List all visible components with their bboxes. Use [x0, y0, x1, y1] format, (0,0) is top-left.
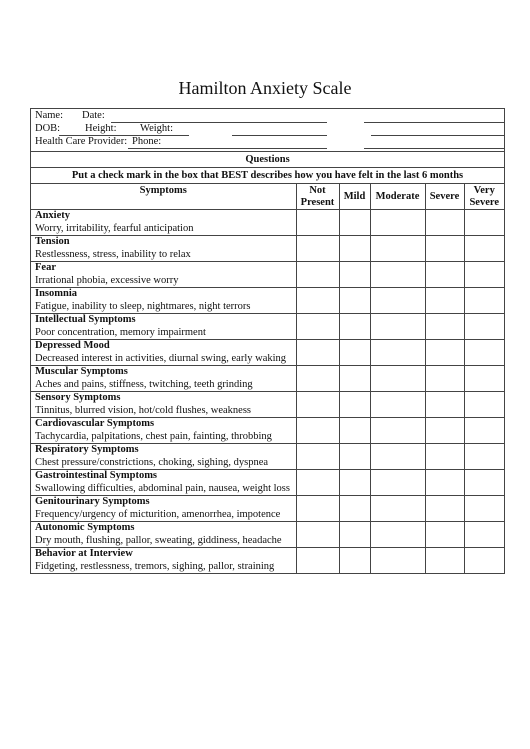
checkbox-mild[interactable]: [339, 418, 370, 444]
symptom-name: Sensory Symptoms: [35, 392, 121, 404]
symptom-cell: [31, 392, 296, 418]
symptom-description: Frequency/urgency of micturition, amenorrhea, impotence: [35, 508, 281, 520]
checkbox-moderate[interactable]: [370, 418, 425, 444]
checkbox-very-severe[interactable]: [464, 522, 504, 548]
patient-info-section: [31, 109, 504, 152]
table-row: [31, 210, 504, 236]
checkbox-mild[interactable]: [339, 314, 370, 340]
symptom-cell: [31, 496, 296, 522]
checkbox-not-present[interactable]: [296, 418, 339, 444]
checkbox-severe[interactable]: [425, 470, 464, 496]
checkbox-very-severe[interactable]: [464, 340, 504, 366]
checkbox-severe[interactable]: [425, 548, 464, 574]
checkbox-not-present[interactable]: [296, 236, 339, 262]
symptom-description: Irrational phobia, excessive worry: [35, 274, 179, 286]
column-header-mild: Mild: [339, 184, 370, 210]
checkbox-very-severe[interactable]: [464, 548, 504, 574]
checkbox-not-present[interactable]: [296, 262, 339, 288]
column-header-not-present: Not Present: [296, 184, 339, 210]
checkbox-very-severe[interactable]: [464, 366, 504, 392]
checkbox-very-severe[interactable]: [464, 288, 504, 314]
info-extra-field-1[interactable]: [364, 122, 504, 123]
checkbox-severe[interactable]: [425, 496, 464, 522]
symptom-cell: [31, 262, 296, 288]
table-row: [31, 522, 504, 548]
checkbox-severe[interactable]: [425, 288, 464, 314]
checkbox-severe[interactable]: [425, 444, 464, 470]
symptom-name: Muscular Symptoms: [35, 366, 128, 378]
symptom-name: Anxiety: [35, 210, 70, 222]
table-row: [31, 236, 504, 262]
questions-header: Questions: [31, 152, 504, 168]
table-row: [31, 496, 504, 522]
checkbox-mild[interactable]: [339, 340, 370, 366]
symptom-description: Chest pressure/constrictions, choking, sighing, dyspnea: [35, 456, 269, 468]
weight-label: Weight:: [140, 123, 173, 134]
table-row: [31, 418, 504, 444]
symptom-name: Gastrointestinal Symptoms: [35, 470, 158, 482]
symptom-description: Decreased interest in activities, diurnal swing, early waking: [35, 352, 287, 364]
checkbox-very-severe[interactable]: [464, 418, 504, 444]
symptom-name: Respiratory Symptoms: [35, 444, 139, 456]
column-header-symptoms: Symptoms: [31, 184, 296, 210]
symptom-cell: [31, 288, 296, 314]
symptom-description: Worry, irritability, fearful anticipation: [35, 222, 194, 234]
checkbox-mild[interactable]: [339, 210, 370, 236]
height-label: Height:: [85, 123, 117, 134]
checkbox-very-severe[interactable]: [464, 210, 504, 236]
symptom-cell: [31, 522, 296, 548]
checkbox-mild[interactable]: [339, 548, 370, 574]
checkbox-mild[interactable]: [339, 262, 370, 288]
checkbox-moderate[interactable]: [370, 366, 425, 392]
symptom-cell: [31, 444, 296, 470]
checkbox-mild[interactable]: [339, 522, 370, 548]
checkbox-severe[interactable]: [425, 366, 464, 392]
symptom-cell: [31, 210, 296, 236]
date-label: Date:: [82, 110, 105, 121]
checkbox-moderate[interactable]: [370, 548, 425, 574]
phone-label: Phone:: [132, 136, 162, 147]
symptom-description: Dry mouth, flushing, pallor, sweating, giddiness, headache: [35, 534, 282, 546]
symptom-cell: [31, 236, 296, 262]
checkbox-moderate[interactable]: [370, 522, 425, 548]
checkbox-mild[interactable]: [339, 366, 370, 392]
table-row: [31, 314, 504, 340]
assessment-form: [30, 108, 505, 574]
checkbox-moderate[interactable]: [370, 314, 425, 340]
symptom-cell: [31, 366, 296, 392]
name-label: Name:: [35, 110, 63, 121]
symptom-cell: [31, 470, 296, 496]
checkbox-not-present[interactable]: [296, 496, 339, 522]
checkbox-mild[interactable]: [339, 444, 370, 470]
symptom-description: Fatigue, inability to sleep, nightmares, night terrors: [35, 300, 251, 312]
symptom-name: Insomnia: [35, 288, 78, 300]
table-row: [31, 288, 504, 314]
symptom-description: Restlessness, stress, inability to relax: [35, 248, 191, 260]
checkbox-moderate[interactable]: [370, 210, 425, 236]
symptom-description: Fidgeting, restlessness, tremors, sighing, pallor, straining: [35, 560, 275, 572]
column-header-severe: Severe: [425, 184, 464, 210]
table-row: [31, 392, 504, 418]
checkbox-mild[interactable]: [339, 392, 370, 418]
checkbox-severe[interactable]: [425, 314, 464, 340]
info-extra-field-2[interactable]: [232, 135, 327, 136]
symptom-description: Poor concentration, memory impairment: [35, 326, 206, 338]
symptom-cell: [31, 340, 296, 366]
checkbox-moderate[interactable]: [370, 340, 425, 366]
checkbox-not-present[interactable]: [296, 210, 339, 236]
provider-phone-field[interactable]: [128, 148, 327, 149]
dob-label: DOB:: [35, 123, 61, 134]
symptom-name: Depressed Mood: [35, 340, 110, 352]
info-extra-field-4[interactable]: [364, 148, 504, 149]
checkbox-moderate[interactable]: [370, 392, 425, 418]
checkbox-mild[interactable]: [339, 288, 370, 314]
symptom-name: Intellectual Symptoms: [35, 314, 136, 326]
checkbox-very-severe[interactable]: [464, 496, 504, 522]
checkbox-mild[interactable]: [339, 496, 370, 522]
checkbox-mild[interactable]: [339, 236, 370, 262]
checkbox-severe[interactable]: [425, 210, 464, 236]
symptom-name: Autonomic Symptoms: [35, 522, 135, 534]
symptom-description: Aches and pains, stiffness, twitching, teeth grinding: [35, 378, 253, 390]
symptom-name: Tension: [35, 236, 70, 248]
checkbox-not-present[interactable]: [296, 288, 339, 314]
checkbox-not-present[interactable]: [296, 340, 339, 366]
checkbox-very-severe[interactable]: [464, 444, 504, 470]
symptom-name: Behavior at Interview: [35, 548, 133, 560]
checkbox-moderate[interactable]: [370, 444, 425, 470]
checkbox-severe[interactable]: [425, 262, 464, 288]
checkbox-moderate[interactable]: [370, 288, 425, 314]
table-row: [31, 366, 504, 392]
checkbox-moderate[interactable]: [370, 236, 425, 262]
table-row: [31, 340, 504, 366]
table-header-row: [31, 184, 504, 210]
symptom-name: Cardiovascular Symptoms: [35, 418, 155, 430]
checkbox-not-present[interactable]: [296, 314, 339, 340]
checkbox-not-present[interactable]: [296, 366, 339, 392]
checkbox-very-severe[interactable]: [464, 236, 504, 262]
checkbox-severe[interactable]: [425, 418, 464, 444]
symptom-description: Tinnitus, blurred vision, hot/cold flushes, weakness: [35, 404, 252, 416]
checkbox-not-present[interactable]: [296, 392, 339, 418]
symptom-name: Genitourinary Symptoms: [35, 496, 150, 508]
info-extra-field-3[interactable]: [371, 135, 504, 136]
symptoms-table: [31, 184, 504, 574]
symptom-name: Fear: [35, 262, 56, 274]
table-row: [31, 470, 504, 496]
table-row: [31, 444, 504, 470]
checkbox-moderate[interactable]: [370, 262, 425, 288]
checkbox-severe[interactable]: [425, 392, 464, 418]
checkbox-not-present[interactable]: [296, 548, 339, 574]
symptom-cell: [31, 418, 296, 444]
checkbox-moderate[interactable]: [370, 496, 425, 522]
symptom-cell: [31, 314, 296, 340]
checkbox-not-present[interactable]: [296, 522, 339, 548]
checkbox-moderate[interactable]: [370, 470, 425, 496]
checkbox-very-severe[interactable]: [464, 392, 504, 418]
symptom-cell: [31, 548, 296, 574]
checkbox-not-present[interactable]: [296, 444, 339, 470]
checkbox-severe[interactable]: [425, 522, 464, 548]
provider-label: Health Care Provider:: [35, 136, 128, 147]
column-header-moderate: Moderate: [370, 184, 425, 210]
table-row: [31, 262, 504, 288]
checkbox-mild[interactable]: [339, 470, 370, 496]
checkbox-not-present[interactable]: [296, 470, 339, 496]
checkbox-severe[interactable]: [425, 340, 464, 366]
checkbox-very-severe[interactable]: [464, 470, 504, 496]
checkbox-very-severe[interactable]: [464, 262, 504, 288]
symptom-description: Tachycardia, palpitations, chest pain, fainting, throbbing: [35, 430, 272, 442]
checkbox-severe[interactable]: [425, 236, 464, 262]
symptom-description: Swallowing difficulties, abdominal pain, nausea, weight loss: [35, 482, 290, 494]
column-header-very-severe: Very Severe: [464, 184, 504, 210]
instruction-text: Put a check mark in the box that BEST describes how you have felt in the last 6 months: [31, 168, 504, 184]
checkbox-very-severe[interactable]: [464, 314, 504, 340]
page-title: Hamilton Anxiety Scale: [178, 78, 352, 98]
table-row: [31, 548, 504, 574]
